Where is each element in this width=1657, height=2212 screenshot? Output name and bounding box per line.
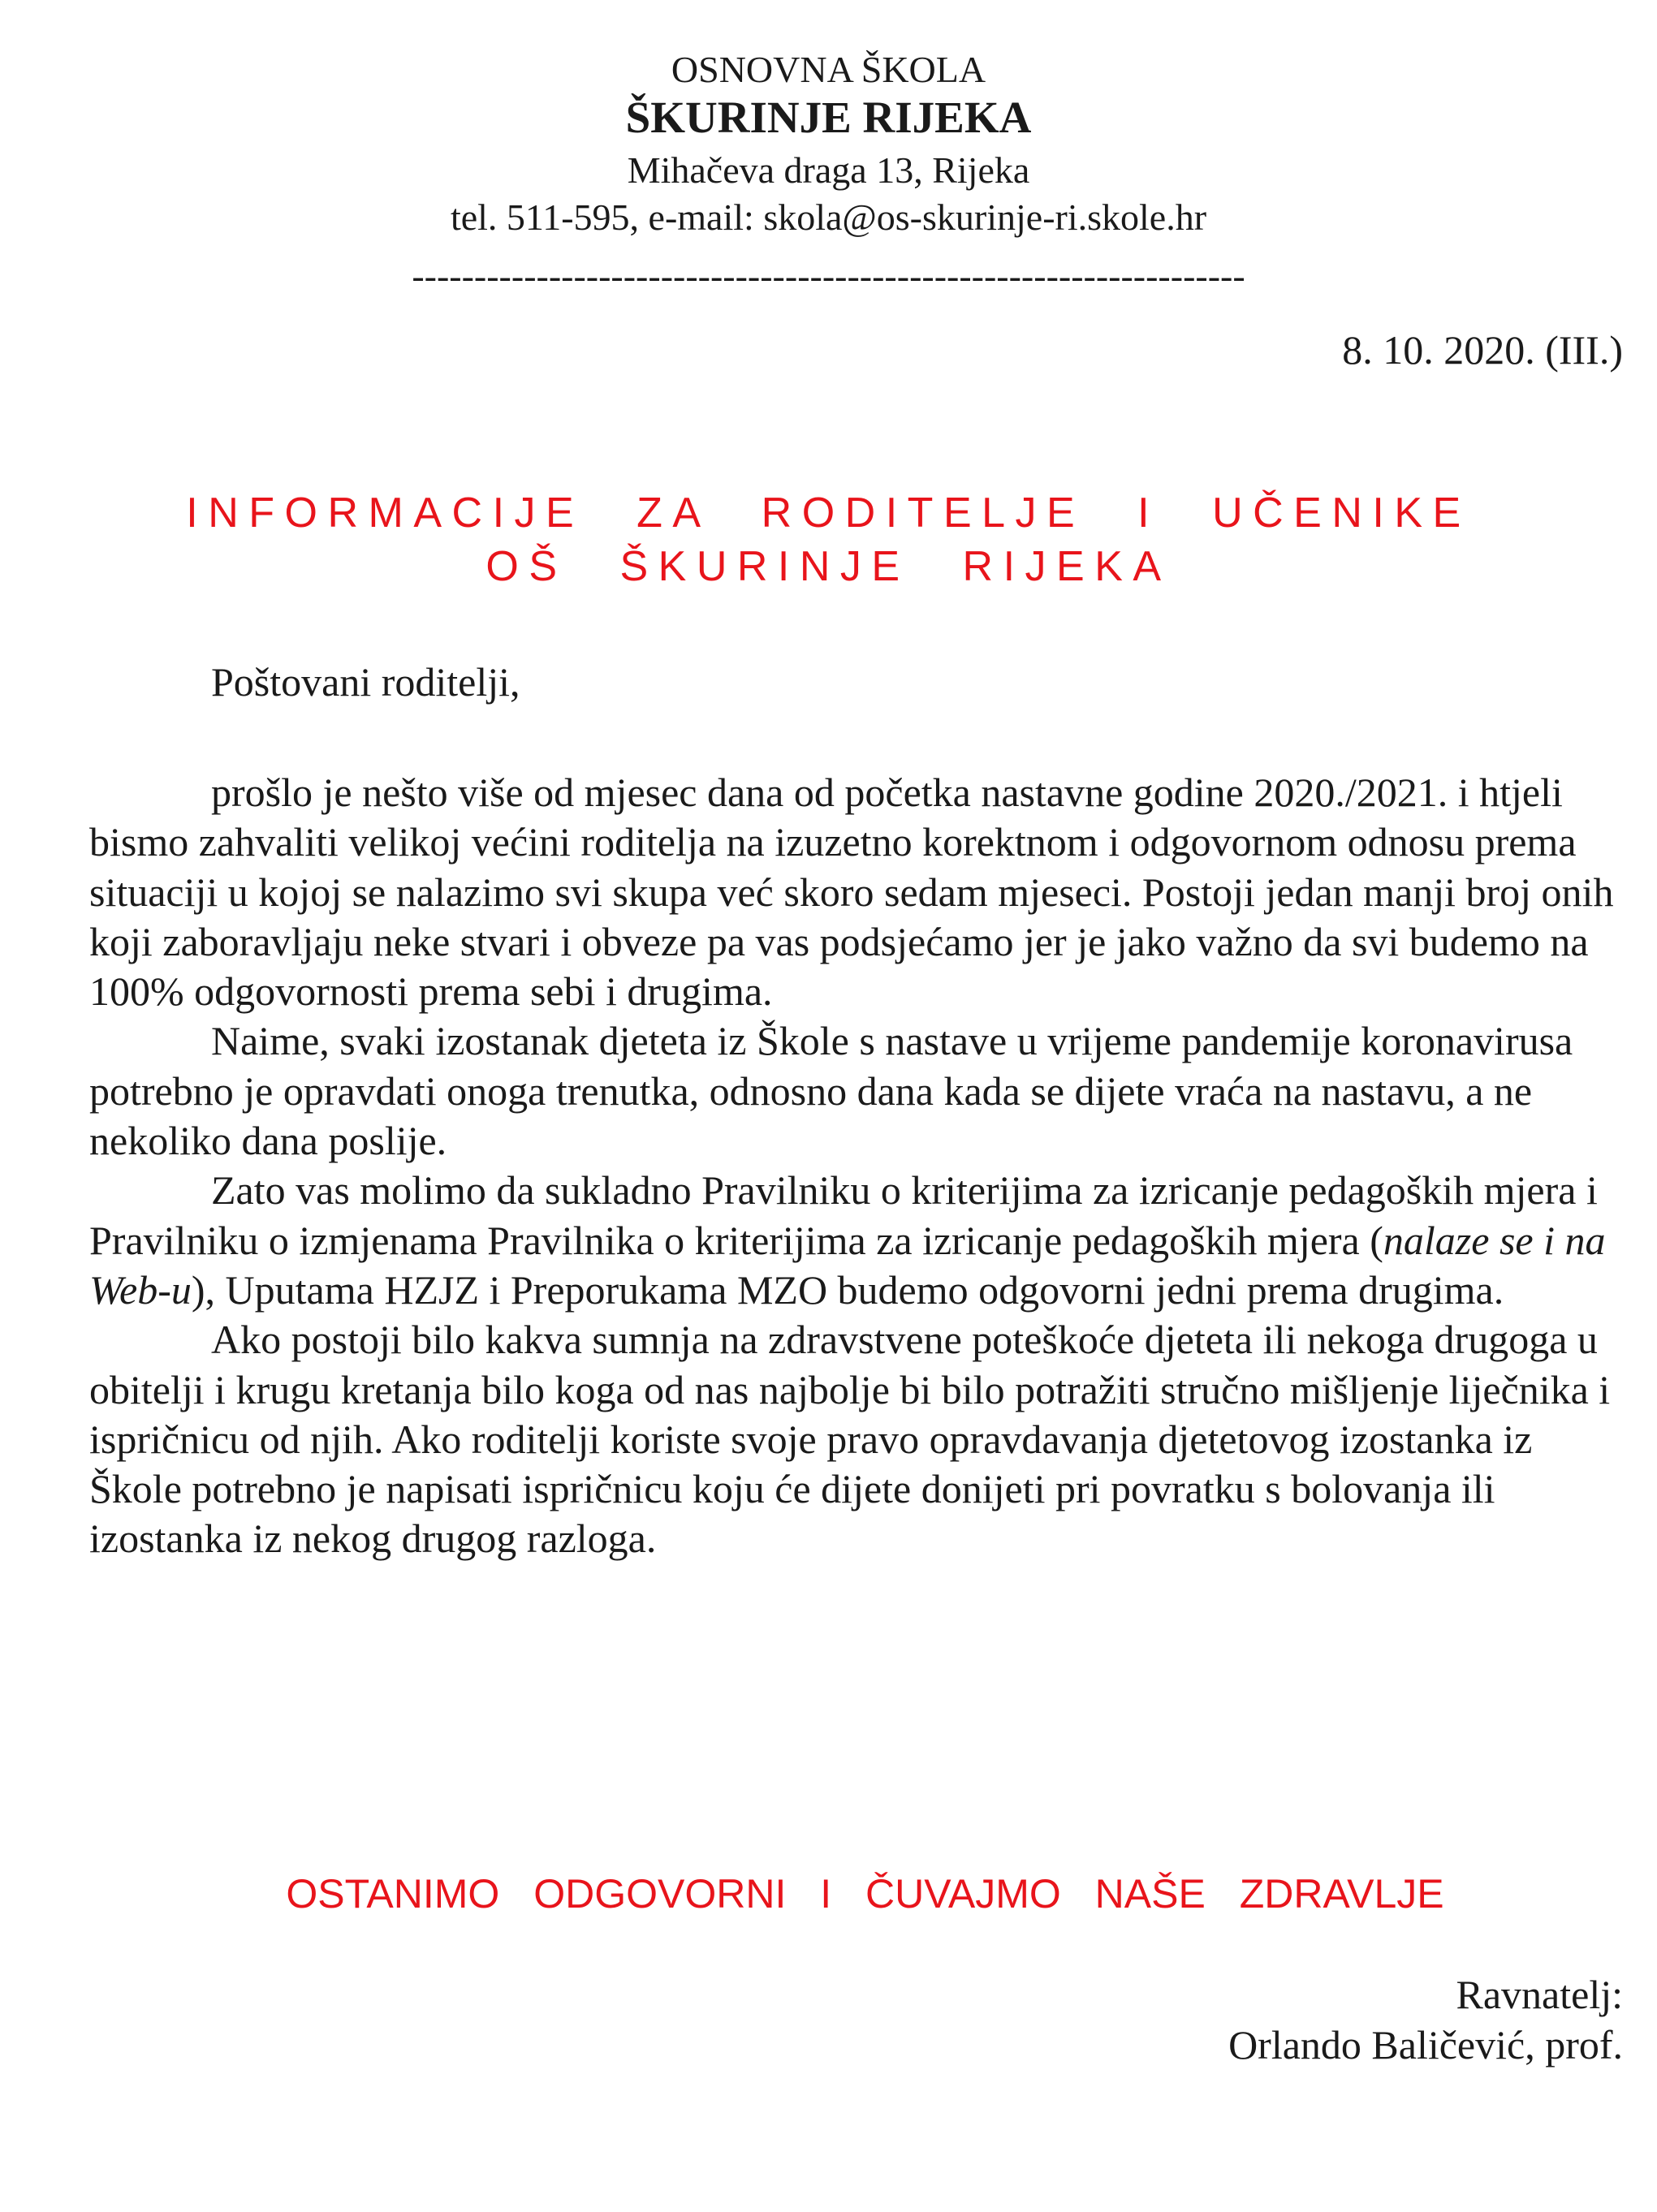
- header-separator: -------------------------------------------------------------------: [412, 260, 1245, 292]
- paragraph-3-text-end: ), Uputama HZJZ i Preporukama MZO budemo odgovorni jedni prema drugima.: [191, 1266, 1504, 1313]
- closing-slogan: OSTANIMO ODGOVORNI I ČUVAJMO NAŠE ZDRAVLJE: [286, 1871, 1444, 1917]
- signature-name: Orlando Baličević, prof.: [1228, 2022, 1623, 2068]
- school-contact: tel. 511-595, e-mail: skola@os-skurinje-ri.skole.hr: [450, 196, 1207, 238]
- letter-body: [89, 768, 1632, 1564]
- paragraph-1: prošlo je nešto više od mjesec dana od početka nastavne godine 2020./2021. i htjeli bismo zahvaliti velikoj većini roditelja na izuzetno korektnom i odgovornom odnosu prema situaciji u kojoj se nalazimo svi skupa već skoro sedam mjeseci. Postoji jedan manji broj onih koji zaboravljaju neke stvari i obveze pa vas podsjećamo jer je jako važno da svi budemo na 100% odgovornosti prema sebi i drugima.: [89, 770, 1614, 1015]
- paragraph-4: Ako postoji bilo kakva sumnja na zdravstvene poteškoće djeteta ili nekoga drugoga u obitelji i krugu kretanja bilo koga od nas najbolje bi bilo potražiti stručno mišljenje liječnika i ispričnicu od njih. Ako roditelji koriste svoje pravo opravdavanja djetetovog izostanka iz Škole potrebno je napisati ispričnicu koju će dijete donijeti pri povratku s bolovanja ili izostanka iz nekog drugog razloga.: [89, 1317, 1611, 1562]
- school-type: OSNOVNA ŠKOLA: [671, 49, 986, 90]
- paragraph-3-text-start: Zato vas molimo da sukladno Pravilniku o kriterijima za izricanje pedagoških mjera i Pravilniku o izmjenama Pravilnika o kriterijima za izricanje pedagoških mjera (: [89, 1167, 1598, 1263]
- greeting: Poštovani roditelji,: [211, 659, 520, 705]
- paragraph-3: [89, 1166, 1632, 1315]
- paragraph-3-italic: nalaze se i na Web-u: [89, 1217, 1606, 1313]
- document-date: 8. 10. 2020. (III.): [1342, 327, 1623, 373]
- paragraph-2: Naime, svaki izostanak djeteta iz Škole s nastave u vrijeme pandemije koronavirusa potrebno je opravdati onoga trenutka, odnosno dana kada se dijete vraća na nastavu, a ne nekoliko dana poslije.: [89, 1018, 1573, 1164]
- signature-role: Ravnatelj:: [1456, 1972, 1623, 2017]
- document-title-line-2: OŠ ŠKURINJE RIJEKA: [485, 543, 1172, 590]
- document-title-line-1: INFORMACIJE ZA RODITELJE I UČENIKE: [186, 489, 1471, 537]
- school-address: Mihačeva draga 13, Rijeka: [627, 149, 1030, 191]
- school-name: ŠKURINJE RIJEKA: [625, 93, 1032, 142]
